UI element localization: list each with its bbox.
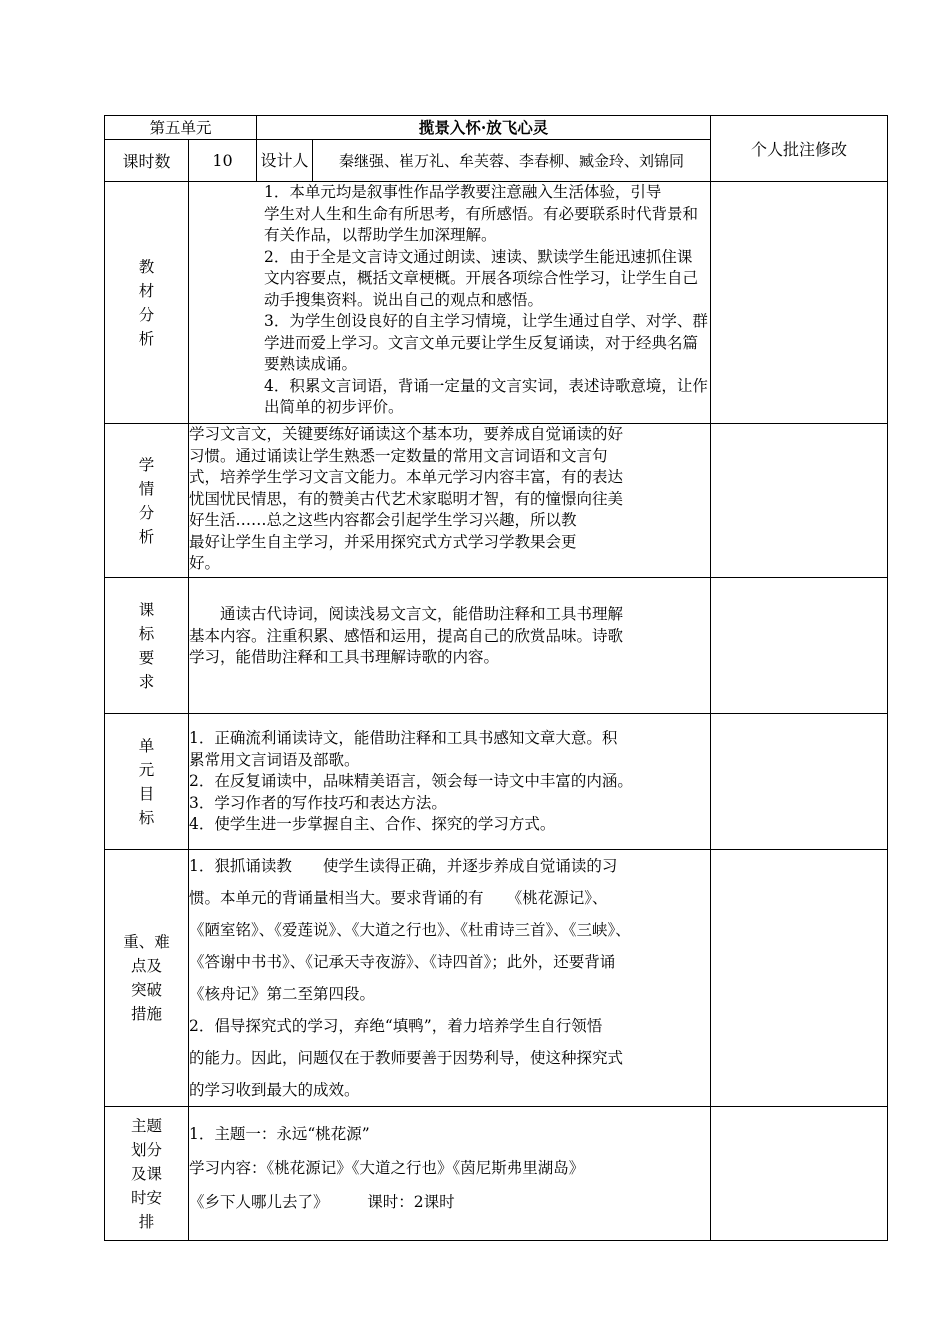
label-char: 析: [138, 527, 155, 546]
text-line: 基本内容。注重积累、感悟和运用，提高自己的欣赏品味。诗歌: [189, 626, 624, 645]
text-line: 要熟读成诵。: [264, 355, 358, 373]
label-char: 元: [138, 760, 155, 779]
notes-cell[interactable]: [711, 424, 888, 578]
keypoints-label-cell: [105, 850, 189, 1107]
text-line: 学生对人生和生命有所思考，有所感悟。有必要联系时代背景和: [264, 204, 699, 223]
label-line: 主题: [130, 1116, 162, 1135]
label-char: 课: [138, 600, 155, 619]
text-line: 1．正确流利诵读诗文，能借助注释和工具书感知文章大意。积: [189, 729, 618, 747]
themes-content: [189, 1107, 711, 1241]
text-line: 3．学习作者的写作技巧和表达方法。: [189, 793, 447, 812]
unit-title: 揽景入怀·放飞心灵: [418, 117, 549, 137]
text-line: 《答谢中书书》、《记承天寺夜游》、《诗四首》；此外，还要背诵: [189, 953, 616, 971]
text-line: 最好让学生自主学习，并采用探究式方式学习学教果会更: [189, 532, 577, 551]
notes-cell[interactable]: [711, 578, 888, 714]
notes-cell[interactable]: [711, 1107, 888, 1241]
notes-cell[interactable]: [711, 714, 888, 850]
label-char: 教: [138, 257, 155, 276]
students-label-cell: [105, 424, 189, 578]
label-line: 划分: [130, 1140, 162, 1159]
notes-header-cell: [711, 116, 888, 182]
text-line: 2．由于全是文言诗文通过朗读、速读、默读学生能迅速抓住课: [264, 247, 693, 266]
text-line: 4．使学生进一步掌握自主、合作、探究的学习方式。: [189, 815, 556, 833]
designers-list: 秦继强、崔万礼、牟芙蓉、李春柳、臧金玲、刘锦同: [339, 152, 685, 170]
designers-cell: [313, 140, 711, 182]
unit-label: 第五单元: [149, 118, 212, 137]
standards-content: [189, 578, 711, 714]
keypoints-content: [189, 850, 711, 1107]
text-line: 《核舟记》第二至第四段。: [189, 985, 376, 1003]
text-line: 1．狠抓诵读教 使学生读得正确，并逐步养成自觉诵读的习: [189, 857, 618, 875]
students-content: [189, 424, 711, 578]
periods-value-cell: [189, 140, 257, 182]
text-line: 累常用文言词语及部歌。: [189, 750, 360, 769]
text-line: 忧国忧民情思，有的赞美古代艺术家聪明才智，有的憧憬向往美: [189, 489, 624, 508]
label-char: 学: [138, 455, 155, 474]
text-line: 惯。本单元的背诵量相当大。要求背诵的有 《桃花源记》、: [189, 889, 608, 907]
text-line: 习惯。通过诵读让学生熟悉一定数量的常用文言词语和文言句: [189, 446, 608, 465]
label-char: 情: [138, 479, 155, 498]
periods-label: 课时数: [122, 152, 171, 171]
label-line: 突破: [130, 981, 162, 999]
text-line: 学习内容：《桃花源记》《大道之行也》《茵尼斯弗里湖岛》: [189, 1159, 585, 1177]
textbook-label-cell: [105, 182, 189, 424]
label-char: 分: [138, 305, 155, 324]
text-line: 3．为学生创设良好的自主学习情境，让学生通过自学、对学、群: [264, 312, 708, 330]
label-line: 及课: [130, 1164, 162, 1183]
notes-cell[interactable]: [711, 850, 888, 1107]
text-line: 2．倡导探究式的学习，弃绝“填鸭”，着力培养学生自行领悟: [189, 1017, 603, 1035]
lesson-plan-table: [104, 115, 888, 1241]
text-line: 1．主题一：永远“桃花源”: [189, 1125, 370, 1143]
notes-cell[interactable]: [711, 182, 888, 424]
label-char: 材: [138, 281, 155, 300]
text-line: 文内容要点，概括文章梗概。开展各项综合性学习，让学生自己: [264, 269, 699, 287]
text-line: 有关作品，以帮助学生加深理解。: [264, 226, 497, 244]
text-line: 学习，能借助注释和工具书理解诗歌的内容。: [189, 648, 500, 666]
text-line: 的学习收到最大的成效。: [189, 1081, 360, 1099]
text-line: 2．在反复诵读中，品味精美语言，领会每一诗文中丰富的内涵。: [189, 772, 633, 790]
text-line: 通读古代诗词，阅读浅易文言文，能借助注释和工具书理解: [220, 605, 624, 623]
text-line: 的能力。因此，问题仅在于教师要善于因势利导，使这种探究式: [189, 1049, 624, 1067]
goals-label-cell: [105, 714, 189, 850]
label-line: 排: [138, 1212, 155, 1231]
text-line: 好。: [189, 554, 221, 572]
title-cell: [257, 116, 711, 140]
text-line: 《乡下人哪儿去了》 课时：2课时: [189, 1193, 455, 1211]
label-char: 标: [138, 808, 155, 827]
notes-header: 个人批注修改: [751, 140, 848, 159]
designer-label: 设计人: [260, 151, 309, 170]
text-line: 1．本单元均是叙事性作品学教要注意融入生活体验，引导: [264, 183, 662, 201]
text-line: 式，培养学生学习文言文能力。本单元学习内容丰富，有的表达: [189, 468, 624, 486]
designer-label-cell: [257, 140, 313, 182]
standards-label-cell: [105, 578, 189, 714]
text-line: 4．积累文言词语，背诵一定量的文言实词，表述诗歌意境，让作: [264, 376, 708, 395]
periods-label-cell: [105, 140, 189, 182]
text-line: 动手搜集资料。说出自己的观点和感悟。: [264, 290, 544, 309]
label-char: 要: [138, 648, 155, 667]
label-line: 时安: [130, 1188, 162, 1207]
text-line: 学进而爱上学习。文言文单元要让学生反复诵读，对于经典名篇: [264, 333, 699, 352]
label-char: 求: [138, 672, 155, 691]
text-line: 《陋室铭》、《爱莲说》、《大道之行也》、《杜甫诗三首》、《三峡》、: [189, 921, 631, 939]
label-char: 析: [138, 329, 155, 348]
text-line: 出简单的初步评价。: [264, 398, 404, 416]
label-char: 单: [138, 736, 155, 755]
label-line: 重、难: [123, 933, 170, 951]
goals-content: [189, 714, 711, 850]
label-line: 点及: [130, 957, 162, 975]
unit-cell: [105, 116, 257, 140]
label-char: 目: [138, 784, 155, 803]
textbook-content: [189, 182, 711, 424]
themes-label-cell: [105, 1107, 189, 1241]
periods-value: 10: [212, 151, 233, 170]
label-char: 标: [138, 624, 155, 643]
text-line: 好生活……总之这些内容都会引起学生学习兴趣，所以教: [189, 511, 577, 529]
text-line: 学习文言文，关键要练好诵读这个基本功，要养成自觉诵读的好: [189, 425, 624, 443]
label-line: 措施: [130, 1005, 162, 1023]
label-char: 分: [138, 503, 155, 522]
